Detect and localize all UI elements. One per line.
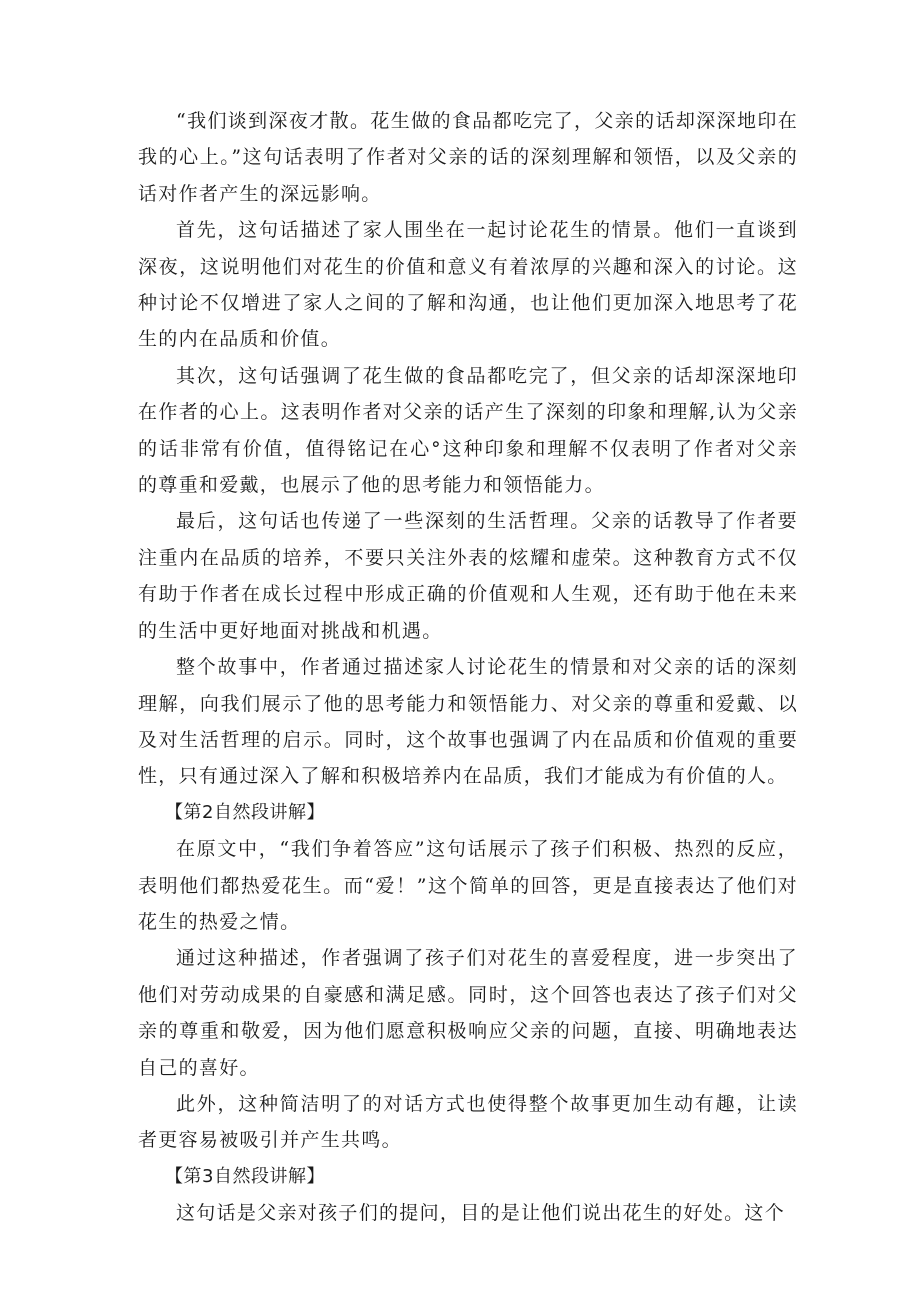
paragraph-6: 在原文中，“我们争着答应”这句话展示了孩子们积极、热烈的反应，表明他们都热爱花生。而“爱！”这个简单的回答，更是直接表达了他们对花生的热爱之情。 [138,838,798,933]
document-body [138,103,798,1232]
paragraph-5: 整个故事中，作者通过描述家人讨论花生的情景和对父亲的话的深刻理解，向我们展示了他的思考能力和领悟能力、对父亲的尊重和爱戴、以及对生活哲理的启示。同时，这个故事也强调了内在品质和价值观的重要性，只有通过深入了解和积极培养内在品质，我们才能成为有价值的人。 [138,656,798,788]
section-heading-3: 【第3自然段讲解】 [165,1165,325,1187]
paragraph-7: 通过这种描述，作者强调了孩子们对花生的喜爱程度，进一步突出了他们对劳动成果的自豪感和满足感。同时，这个回答也表达了孩子们对父亲的尊重和敬爱，因为他们愿意积极响应父亲的问题，直接、明确地表达自己的喜好。 [138,947,798,1079]
paragraph-2: 首先，这句话描述了家人围坐在一起讨论花生的情景。他们一直谈到深夜，这说明他们对花生的价值和意义有着浓厚的兴趣和深入的讨论。这种讨论不仅增进了家人之间的了解和沟通，也让他们更加深入地思考了花生的内在品质和价值。 [138,219,798,351]
paragraph-1: “我们谈到深夜才散。花生做的食品都吃完了，父亲的话却深深地印在我的心上。”这句话表明了作者对父亲的话的深刻理解和领悟，以及父亲的话对作者产生的深远影响。 [138,110,798,205]
paragraph-9: 这句话是父亲对孩子们的提问，目的是让他们说出花生的好处。这个 [176,1202,786,1225]
section-heading-2: 【第2自然段讲解】 [165,801,325,823]
paragraph-8: 此外，这种简洁明了的对话方式也使得整个故事更加生动有趣，让读者更容易被吸引并产生共鸣。 [138,1092,798,1152]
paragraph-3: 其次，这句话强调了花生做的食品都吃完了，但父亲的话却深深地印在作者的心上。这表明作者对父亲的话产生了深刻的印象和理解,认为父亲的话非常有价值，值得铭记在心°这种印象和理解不仅表明了作者对父亲的尊重和爱戴，也展示了他的思考能力和领悟能力。 [138,364,798,497]
paragraph-4: 最后，这句话也传递了一些深刻的生活哲理。父亲的话教导了作者要注重内在品质的培养，不要只关注外表的炫耀和虚荣。这种教育方式不仅有助于作者在成长过程中形成正确的价值观和人生观，还有助于他在未来的生活中更好地面对挑战和机遇。 [138,510,798,642]
